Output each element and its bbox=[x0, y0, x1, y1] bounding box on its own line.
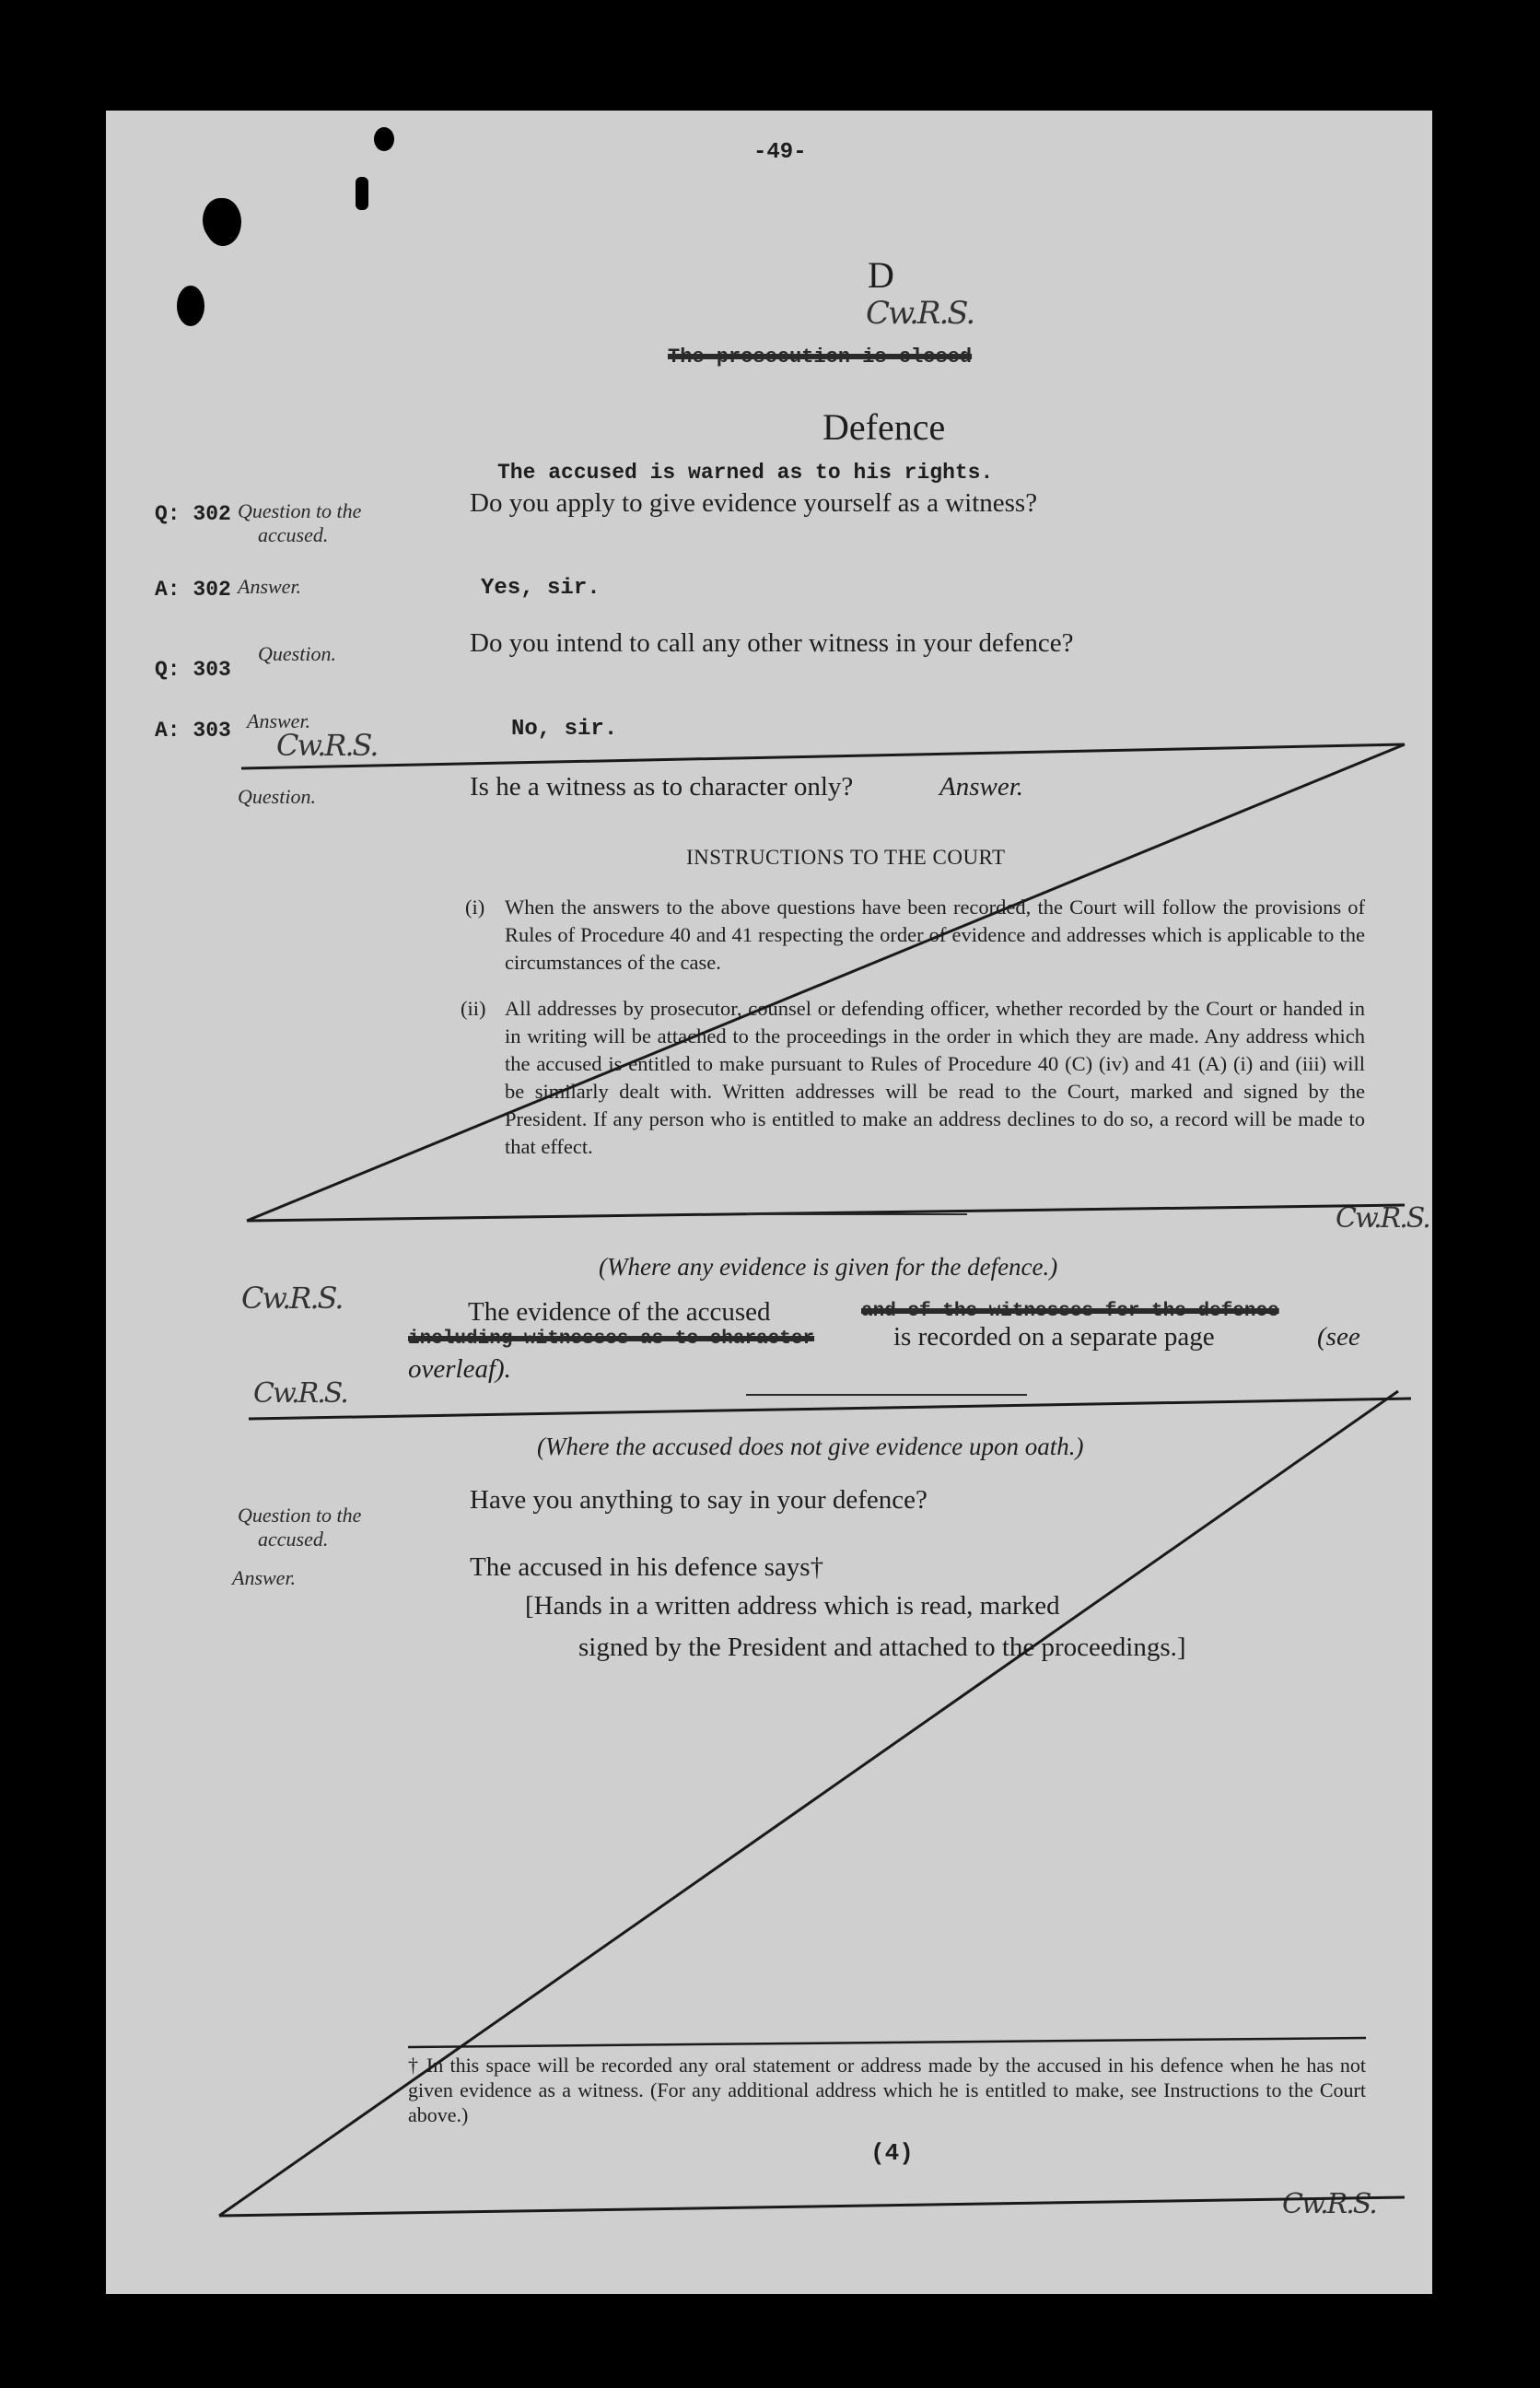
evidence-text: overleaf). bbox=[408, 1354, 511, 1384]
struck-text: and of the witnesses for the defence bbox=[861, 1301, 1279, 1322]
margin-label: accused. bbox=[258, 523, 329, 546]
horizontal-rule bbox=[247, 1205, 1405, 1221]
question-code: Q: 302 bbox=[155, 502, 231, 526]
footnote: † In this space will be recorded any oral statement or address made by the accused in his defence when he has not given evidence as a witness. (For any additional address which he is entitled to make, see Instructions to the Court above.) bbox=[408, 2054, 1366, 2126]
answer-code: A: 302 bbox=[155, 578, 231, 602]
initials-signature: Cw.R.S. bbox=[253, 1377, 347, 1410]
page-title: Defence bbox=[822, 406, 946, 448]
cross-out-line bbox=[219, 1391, 1398, 2216]
margin-label: accused. bbox=[258, 1528, 329, 1551]
evidence-text: (see bbox=[1317, 1322, 1360, 1352]
initials-signature: Cw.R.S. bbox=[276, 728, 378, 763]
question-code: Q: 303 bbox=[155, 658, 231, 682]
struck-text: including witnesses as to character bbox=[408, 1329, 815, 1350]
horizontal-rule bbox=[408, 2038, 1366, 2047]
initials-signature: Cw.R.S. bbox=[866, 295, 974, 332]
evidence-text: is recorded on a separate page bbox=[893, 1322, 1215, 1352]
struck-heading: The prosecution is closed bbox=[668, 345, 973, 369]
margin-label: Answer. bbox=[247, 709, 311, 732]
question-text: Have you anything to say in your defence? bbox=[470, 1485, 928, 1515]
no-oath-heading: (Where the accused does not give evidence upon oath.) bbox=[537, 1433, 1084, 1460]
instruction-number: (i) bbox=[465, 896, 485, 919]
evidence-heading: (Where any evidence is given for the defence.) bbox=[599, 1253, 1058, 1281]
margin-label: Answer. bbox=[232, 1566, 297, 1589]
rights-warning: The accused is warned as to his rights. bbox=[497, 461, 994, 485]
instruction-number: (ii) bbox=[461, 997, 486, 1020]
section-letter: D bbox=[868, 254, 894, 296]
answer-text: No, sir. bbox=[511, 717, 618, 742]
cross-out-line bbox=[247, 744, 1405, 1221]
horizontal-rule bbox=[249, 1399, 1411, 1419]
answer-bracket: [Hands in a written address which is read, marked bbox=[525, 1591, 1060, 1621]
margin-label: Question. bbox=[258, 642, 336, 665]
answer-text: The accused in his defence says† bbox=[470, 1552, 824, 1582]
question-text: Is he a witness as to character only? bbox=[470, 772, 854, 802]
form-number: (4) bbox=[870, 2139, 914, 2167]
page-number: -49- bbox=[753, 140, 807, 165]
answer-bracket: signed by the President and attached to the proceedings.] bbox=[578, 1633, 1186, 1662]
instruction-item: All addresses by prosecutor, counsel or defending officer, whether recorded by the Court or handed in in writing will be attached to the proceedings in the order in which they are made. Any address which the accused is entitled to make pursuant to Rules of Procedure 40 (C) (iv) and 41 (A) (i) and (iii) will be similarly dealt with. Written addresses will be read to the Court, marked and signed by the President. If any person who is entitled to make an address declines to do so, a record will be made to that effect. bbox=[505, 997, 1365, 1158]
initials-signature: Cw.R.S. bbox=[1336, 1202, 1429, 1235]
initials-signature: Cw.R.S. bbox=[1282, 2188, 1376, 2220]
margin-label: Question to the bbox=[238, 1504, 362, 1527]
margin-label: Answer. bbox=[238, 575, 302, 598]
initials-signature: Cw.R.S. bbox=[241, 1281, 343, 1316]
margin-label: Question. bbox=[238, 785, 316, 808]
question-text: Do you apply to give evidence yourself as a witness? bbox=[470, 488, 1038, 518]
evidence-text: The evidence of the accused bbox=[468, 1297, 771, 1327]
instructions-heading: INSTRUCTIONS TO THE COURT bbox=[686, 846, 1006, 869]
question-text: Do you intend to call any other witness in your defence? bbox=[470, 628, 1074, 658]
horizontal-rule bbox=[241, 744, 1405, 768]
horizontal-rule bbox=[219, 2197, 1405, 2216]
answer-label: Answer. bbox=[939, 772, 1024, 802]
answer-text: Yes, sir. bbox=[481, 576, 601, 601]
answer-code: A: 303 bbox=[155, 719, 231, 743]
margin-label: Question to the bbox=[238, 499, 362, 522]
instruction-item: When the answers to the above questions have been recorded, the Court will follow the provisions of Rules of Procedure 40 and 41 respecting the order of evidence and addresses which is applicable to the circumstances of the case. bbox=[505, 896, 1365, 974]
